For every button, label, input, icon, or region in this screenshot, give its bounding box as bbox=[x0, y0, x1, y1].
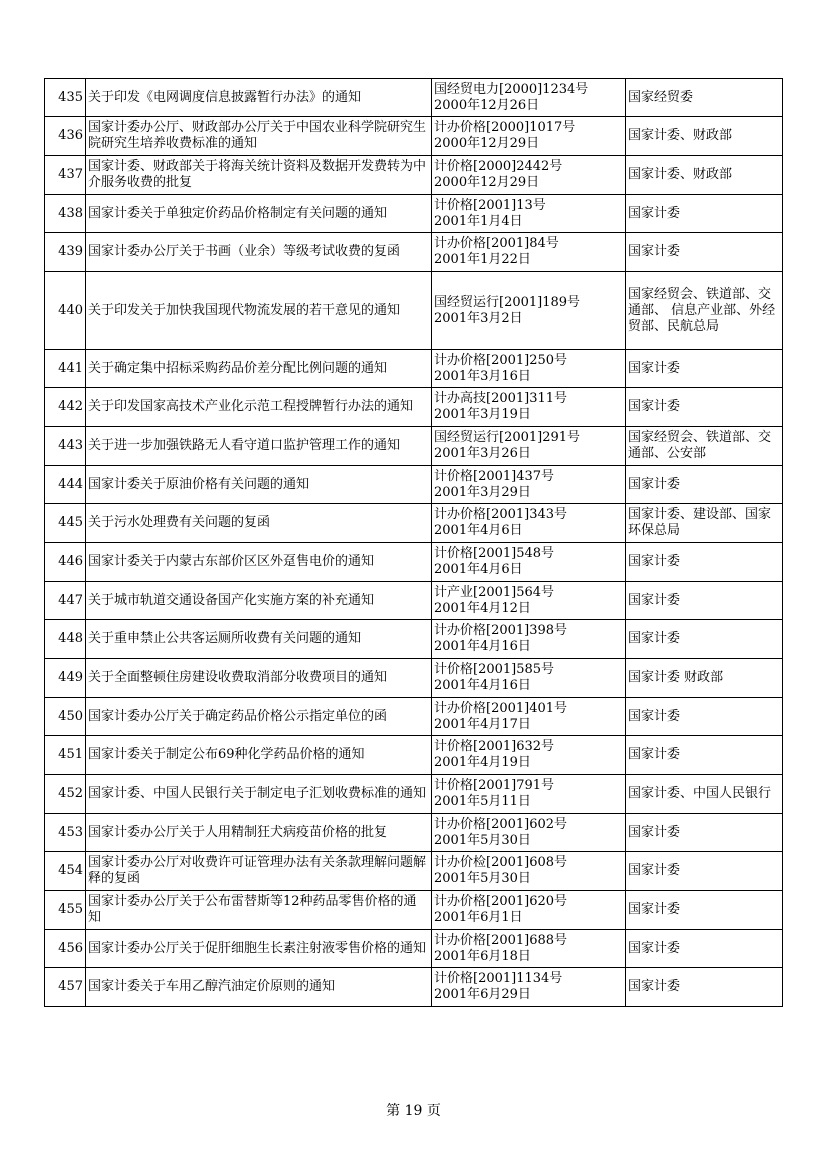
document-title: 国家计委办公厅关于确定药品价格公示指定单位的函 bbox=[86, 698, 432, 736]
table-row bbox=[45, 659, 783, 698]
issuing-authority: 国家计委 bbox=[626, 814, 783, 852]
row-number: 454 bbox=[45, 852, 86, 891]
document-reference bbox=[432, 659, 626, 698]
row-number: 453 bbox=[45, 814, 86, 852]
table-row bbox=[45, 195, 783, 233]
issue-date: 2001年6月29日 bbox=[434, 987, 531, 1002]
document-reference bbox=[432, 852, 626, 891]
row-number: 455 bbox=[45, 891, 86, 930]
document-title: 国家计委办公厅关于公布雷替斯等12种药品零售价格的通知 bbox=[86, 891, 432, 930]
document-reference bbox=[432, 388, 626, 427]
document-number: 计价格[2001]585号 bbox=[434, 662, 555, 677]
row-number: 457 bbox=[45, 968, 86, 1007]
document-reference bbox=[432, 582, 626, 620]
document-title: 国家计委关于内蒙古东部价区区外趸售电价的通知 bbox=[86, 543, 432, 582]
issue-date: 2000年12月29日 bbox=[434, 136, 540, 151]
issue-date: 2001年6月1日 bbox=[434, 910, 523, 925]
document-title: 国家计委关于原油价格有关问题的通知 bbox=[86, 466, 432, 504]
row-number: 445 bbox=[45, 504, 86, 543]
issuing-authority: 国家计委、财政部 bbox=[626, 156, 783, 195]
document-reference bbox=[432, 775, 626, 814]
document-number: 计办价检[2001]608号 bbox=[434, 855, 568, 870]
document-title: 关于确定集中招标采购药品价差分配比例问题的通知 bbox=[86, 350, 432, 388]
row-number: 438 bbox=[45, 195, 86, 233]
document-reference bbox=[432, 891, 626, 930]
issue-date: 2001年4月6日 bbox=[434, 562, 523, 577]
table-row bbox=[45, 272, 783, 350]
issue-date: 2001年1月22日 bbox=[434, 252, 531, 267]
document-title: 国家计委关于制定公布69种化学药品价格的通知 bbox=[86, 736, 432, 775]
document-number: 计价格[2000]2442号 bbox=[434, 159, 563, 174]
document-number: 计价格[2001]548号 bbox=[434, 546, 555, 561]
table-row bbox=[45, 466, 783, 504]
document-number: 计价格[2001]1134号 bbox=[434, 971, 563, 986]
document-reference bbox=[432, 620, 626, 659]
table-body bbox=[45, 79, 783, 1007]
document-reference bbox=[432, 117, 626, 156]
document-reference bbox=[432, 930, 626, 968]
document-number: 计办价格[2001]398号 bbox=[434, 623, 568, 638]
document-title: 关于重申禁止公共客运厕所收费有关问题的通知 bbox=[86, 620, 432, 659]
document-title: 国家计委关于车用乙醇汽油定价原则的通知 bbox=[86, 968, 432, 1007]
table-row bbox=[45, 117, 783, 156]
document-number: 计办价格[2001]401号 bbox=[434, 700, 568, 716]
issuing-authority: 国家计委 bbox=[626, 891, 783, 930]
issuing-authority: 国家计委 bbox=[626, 388, 783, 427]
document-reference bbox=[432, 968, 626, 1007]
table-row bbox=[45, 543, 783, 582]
document-number: 计办价格[2001]620号 bbox=[434, 894, 568, 909]
document-reference bbox=[432, 814, 626, 852]
document-title: 关于城市轨道交通设备国产化实施方案的补充通知 bbox=[86, 582, 432, 620]
issuing-authority: 国家经贸委 bbox=[626, 79, 783, 117]
row-number: 446 bbox=[45, 543, 86, 582]
document-title: 关于印发国家高技术产业化示范工程授牌暂行办法的通知 bbox=[86, 388, 432, 427]
issue-date: 2001年3月2日 bbox=[434, 310, 523, 326]
issuing-authority: 国家计委 财政部 bbox=[626, 659, 783, 698]
row-number: 444 bbox=[45, 466, 86, 504]
document-number: 计价格[2001]632号 bbox=[434, 739, 555, 754]
issuing-authority: 国家计委、中国人民银行 bbox=[626, 775, 783, 814]
document-reference bbox=[432, 272, 626, 350]
table-row bbox=[45, 156, 783, 195]
row-number: 436 bbox=[45, 117, 86, 156]
document-number: 计办价格[2001]602号 bbox=[434, 816, 568, 832]
document-number: 计产业[2001]564号 bbox=[434, 584, 555, 600]
document-title: 关于全面整顿住房建设收费取消部分收费项目的通知 bbox=[86, 659, 432, 698]
document-reference bbox=[432, 543, 626, 582]
table-row bbox=[45, 350, 783, 388]
table-row bbox=[45, 891, 783, 930]
document-table bbox=[44, 78, 783, 1007]
issuing-authority: 国家计委、建设部、国家环保总局 bbox=[626, 504, 783, 543]
document-number: 计办价格[2001]343号 bbox=[434, 507, 568, 522]
document-reference bbox=[432, 466, 626, 504]
issuing-authority: 国家计委 bbox=[626, 350, 783, 388]
document-title: 关于印发《电网调度信息披露暂行办法》的通知 bbox=[86, 79, 432, 117]
issue-date: 2001年5月11日 bbox=[434, 794, 531, 809]
document-number: 国经贸运行[2001]291号 bbox=[434, 430, 581, 445]
row-number: 449 bbox=[45, 659, 86, 698]
document-number: 计办高技[2001]311号 bbox=[434, 391, 568, 406]
issuing-authority: 国家计委 bbox=[626, 736, 783, 775]
document-reference bbox=[432, 79, 626, 117]
document-title: 国家计委、财政部关于将海关统计资料及数据开发费转为中介服务收费的批复 bbox=[86, 156, 432, 195]
document-title: 国家计委办公厅关于人用精制狂犬病疫苗价格的批复 bbox=[86, 814, 432, 852]
row-number: 448 bbox=[45, 620, 86, 659]
issuing-authority: 国家计委 bbox=[626, 543, 783, 582]
issue-date: 2001年3月29日 bbox=[434, 484, 531, 500]
table-row bbox=[45, 582, 783, 620]
document-reference bbox=[432, 350, 626, 388]
row-number: 437 bbox=[45, 156, 86, 195]
row-number: 452 bbox=[45, 775, 86, 814]
table-row bbox=[45, 79, 783, 117]
row-number: 441 bbox=[45, 350, 86, 388]
document-title: 关于进一步加强铁路无人看守道口监护管理工作的通知 bbox=[86, 427, 432, 466]
row-number: 439 bbox=[45, 233, 86, 272]
row-number: 450 bbox=[45, 698, 86, 736]
table-row bbox=[45, 427, 783, 466]
issue-date: 2001年6月18日 bbox=[434, 948, 531, 964]
issue-date: 2001年3月16日 bbox=[434, 368, 531, 384]
document-title: 国家计委、中国人民银行关于制定电子汇划收费标准的通知 bbox=[86, 775, 432, 814]
document-title: 国家计委办公厅关于促肝细胞生长素注射液零售价格的通知 bbox=[86, 930, 432, 968]
row-number: 456 bbox=[45, 930, 86, 968]
issuing-authority: 国家计委 bbox=[626, 466, 783, 504]
issue-date: 2001年5月30日 bbox=[434, 871, 531, 886]
issuing-authority: 国家计委 bbox=[626, 968, 783, 1007]
issue-date: 2001年5月30日 bbox=[434, 832, 531, 848]
issuing-authority: 国家计委 bbox=[626, 698, 783, 736]
issue-date: 2000年12月26日 bbox=[434, 97, 540, 113]
document-title: 国家计委办公厅、财政部办公厅关于中国农业科学院研究生院研究生培养收费标准的通知 bbox=[86, 117, 432, 156]
row-number: 443 bbox=[45, 427, 86, 466]
issuing-authority: 国家计委 bbox=[626, 582, 783, 620]
issue-date: 2001年4月16日 bbox=[434, 639, 531, 654]
issuing-authority: 国家计委 bbox=[626, 852, 783, 891]
document-number: 计价格[2001]437号 bbox=[434, 468, 555, 484]
issue-date: 2000年12月29日 bbox=[434, 175, 540, 190]
document-title: 国家计委办公厅对收费许可证管理办法有关条款理解问题解释的复函 bbox=[86, 852, 432, 891]
row-number: 440 bbox=[45, 272, 86, 350]
row-number: 447 bbox=[45, 582, 86, 620]
row-number: 451 bbox=[45, 736, 86, 775]
document-reference bbox=[432, 504, 626, 543]
issuing-authority: 国家计委 bbox=[626, 195, 783, 233]
document-number: 国经贸电力[2000]1234号 bbox=[434, 81, 589, 97]
document-reference bbox=[432, 156, 626, 195]
issuing-authority: 国家经贸会、铁道部、交通部、公安部 bbox=[626, 427, 783, 466]
document-title: 关于印发关于加快我国现代物流发展的若干意见的通知 bbox=[86, 272, 432, 350]
table-row bbox=[45, 504, 783, 543]
issuing-authority: 国家计委 bbox=[626, 620, 783, 659]
table-row bbox=[45, 814, 783, 852]
issue-date: 2001年4月19日 bbox=[434, 755, 531, 770]
document-number: 计办价格[2001]84号 bbox=[434, 236, 559, 251]
page-number: 第 19 页 bbox=[386, 1103, 441, 1119]
table-row bbox=[45, 698, 783, 736]
table-row bbox=[45, 620, 783, 659]
table-row bbox=[45, 930, 783, 968]
row-number: 435 bbox=[45, 79, 86, 117]
issuing-authority: 国家计委 bbox=[626, 233, 783, 272]
document-title: 关于污水处理费有关问题的复函 bbox=[86, 504, 432, 543]
table-row bbox=[45, 736, 783, 775]
issue-date: 2001年4月16日 bbox=[434, 678, 531, 693]
document-number: 计价格[2001]791号 bbox=[434, 778, 555, 793]
issue-date: 2001年3月19日 bbox=[434, 407, 531, 422]
issuing-authority: 国家经贸会、铁道部、交通部、 信息产业部、外经贸部、民航总局 bbox=[626, 272, 783, 350]
issue-date: 2001年4月12日 bbox=[434, 600, 531, 616]
table-row bbox=[45, 233, 783, 272]
table-row bbox=[45, 968, 783, 1007]
row-number: 442 bbox=[45, 388, 86, 427]
document-reference bbox=[432, 698, 626, 736]
document-title: 国家计委办公厅关于书画（业余）等级考试收费的复函 bbox=[86, 233, 432, 272]
document-reference bbox=[432, 195, 626, 233]
table-row bbox=[45, 775, 783, 814]
table-row bbox=[45, 852, 783, 891]
issue-date: 2001年1月4日 bbox=[434, 213, 523, 229]
document-reference bbox=[432, 736, 626, 775]
issue-date: 2001年3月26日 bbox=[434, 446, 531, 461]
document-number: 计办价格[2001]688号 bbox=[434, 932, 568, 948]
document-number: 计价格[2001]13号 bbox=[434, 197, 546, 213]
document-title: 国家计委关于单独定价药品价格制定有关问题的通知 bbox=[86, 195, 432, 233]
document-number: 计办价格[2001]250号 bbox=[434, 352, 568, 368]
document-reference bbox=[432, 427, 626, 466]
issuing-authority: 国家计委、财政部 bbox=[626, 117, 783, 156]
table-row bbox=[45, 388, 783, 427]
issuing-authority: 国家计委 bbox=[626, 930, 783, 968]
document-reference bbox=[432, 233, 626, 272]
document-number: 国经贸运行[2001]189号 bbox=[434, 294, 581, 310]
document-number: 计办价格[2000]1017号 bbox=[434, 120, 576, 135]
issue-date: 2001年4月6日 bbox=[434, 523, 523, 538]
issue-date: 2001年4月17日 bbox=[434, 716, 531, 732]
